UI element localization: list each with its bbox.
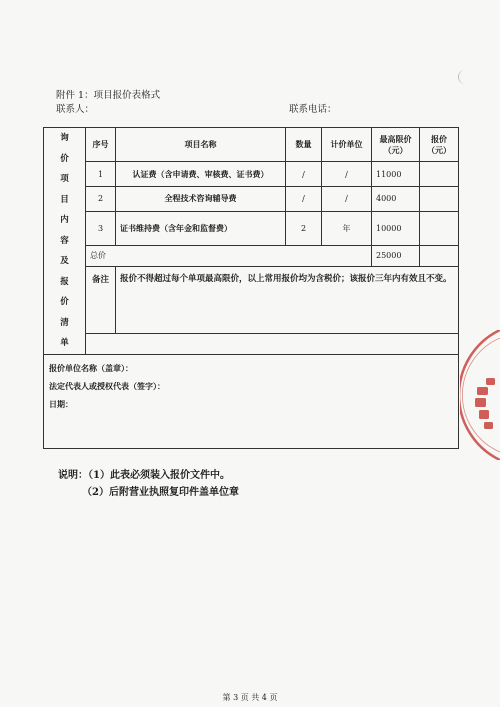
- unit-name-field[interactable]: 报价单位名称（盖章）：: [49, 362, 133, 373]
- header-max-price: 最高限价 （元）: [372, 128, 420, 162]
- remark-text: 报价不得超过每个单项最高限价，以上常用报价均为含税价；该报价三年内有效且不变。: [116, 266, 459, 333]
- total-label: 总价: [86, 245, 372, 266]
- remark-label: 备注: [86, 266, 116, 333]
- phone-label: 联系电话：: [289, 104, 337, 115]
- representative-field[interactable]: 法定代表人或授权代表（签字）：: [49, 380, 165, 391]
- contact-label: 联系人：: [56, 104, 95, 115]
- table-header-row: [44, 128, 459, 162]
- blank-row: [44, 333, 459, 354]
- instruction-1: 说明：（1）此表必须装入报价文件中。: [58, 470, 230, 481]
- quote-table: [43, 127, 459, 449]
- instruction-2: （2）后附营业执照复印件盖单位章: [82, 487, 239, 498]
- date-field[interactable]: 日期：: [49, 398, 73, 409]
- quote-cell[interactable]: [420, 162, 459, 187]
- total-row: [44, 245, 459, 266]
- signature-block: [44, 354, 459, 448]
- company-seal-stamp: [460, 330, 500, 460]
- table-row: 1 认证费（含申请费、审核费、证书费） / / 11000: [44, 162, 459, 187]
- page-edge-mark: [458, 70, 465, 84]
- signature-row: [44, 354, 459, 448]
- quote-cell[interactable]: [420, 211, 459, 245]
- side-label: 询 价 项 目 内 容 及 报 价 清 单: [44, 128, 86, 355]
- header-seq: 序号: [86, 128, 116, 162]
- remark-row: [44, 266, 459, 333]
- instructions: [58, 467, 239, 501]
- header-name: 项目名称: [116, 128, 286, 162]
- table-row: 3 证书维持费（含年金和监督费） 2 年 10000: [44, 211, 459, 245]
- table-row: 2 全程技术咨询辅导费 / / 4000: [44, 186, 459, 211]
- quote-cell[interactable]: [420, 186, 459, 211]
- total-quote-cell[interactable]: [420, 245, 459, 266]
- attachment-title: 附件 1：项目报价表格式: [56, 90, 161, 101]
- total-max-price: 25000: [372, 245, 420, 266]
- header-qty: 数量: [286, 128, 322, 162]
- contact-row: [56, 101, 416, 115]
- header-quote: 报价 （元）: [420, 128, 459, 162]
- header-unit: 计价单位: [322, 128, 372, 162]
- page-footer: 第 3 页 共 4 页: [222, 693, 278, 702]
